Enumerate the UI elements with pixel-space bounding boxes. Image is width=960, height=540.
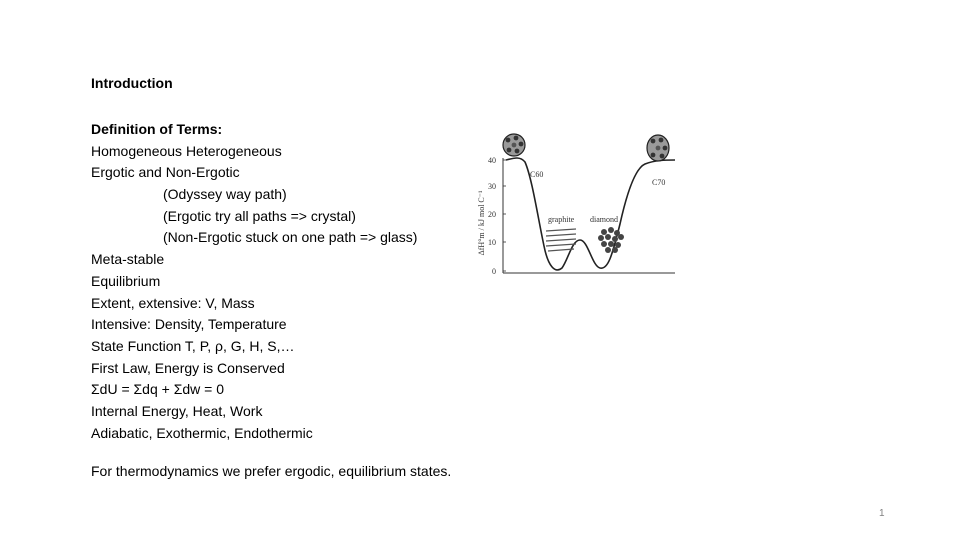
body-line: Meta-stable	[91, 251, 165, 268]
body-line: Internal Energy, Heat, Work	[91, 402, 263, 419]
body-line: Adiabatic, Exothermic, Endothermic	[91, 424, 313, 441]
y-tick-label: 20	[488, 210, 496, 219]
body-line-indented: (Non-Ergotic stuck on one path => glass)	[163, 229, 418, 246]
carbon-energy-diagram	[470, 128, 680, 278]
c70-label: C70	[652, 178, 666, 187]
body-line: Equilibrium	[91, 272, 161, 289]
body-line: Intensive: Density, Temperature	[91, 316, 287, 333]
body-line: Extent, extensive: V, Mass	[91, 294, 255, 311]
y-tick-label: 30	[488, 182, 496, 191]
diamond-structure-icon	[598, 227, 624, 253]
c70-molecule-icon	[647, 135, 669, 161]
body-line: Homogeneous Heterogeneous	[91, 142, 282, 159]
body-text	[91, 119, 417, 444]
y-tick-label: 10	[488, 238, 496, 247]
body-line: ΣdU = Σdq + Σdw = 0	[91, 381, 224, 398]
body-line-indented: (Odyssey way path)	[163, 186, 287, 203]
graphite-label: graphite	[548, 215, 575, 224]
definition-heading: Definition of Terms:	[91, 121, 223, 137]
y-axis-label: ΔfH°m / kJ mol C⁻¹	[477, 190, 486, 256]
page-number: 1	[879, 508, 885, 519]
c60-label: C60	[530, 170, 544, 179]
body-line: State Function T, P, ρ, G, H, S,…	[91, 337, 295, 354]
body-line: First Law, Energy is Conserved	[91, 359, 285, 376]
diamond-label: diamond	[590, 215, 618, 224]
y-tick-label: 40	[488, 156, 496, 165]
footer-text: For thermodynamics we prefer ergodic, equilibrium states.	[91, 463, 452, 479]
body-line: Ergotic and Non-Ergotic	[91, 164, 240, 181]
energy-diagram-svg	[470, 128, 680, 278]
slide-title: Introduction	[91, 75, 173, 91]
body-line-indented: (Ergotic try all paths => crystal)	[163, 207, 356, 224]
y-tick-label: 0	[492, 267, 496, 276]
c60-molecule-icon	[503, 134, 525, 156]
